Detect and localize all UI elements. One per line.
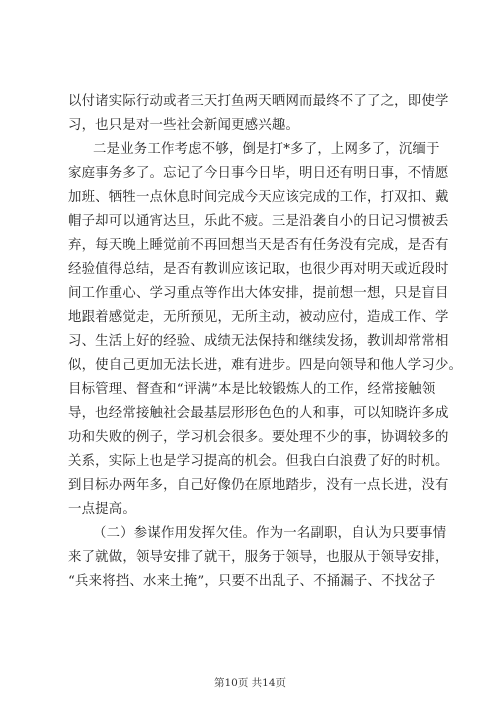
- text-line: 家庭事务多了。忘记了今日事今日毕，明日还有明日事，不情愿: [68, 166, 449, 181]
- text-line: （二）参谋作用发挥欠佳。作为一名副职，自认为只要事情: [93, 526, 447, 541]
- text-line: 一点提高。: [68, 502, 136, 517]
- page-footer: 第10页 共14页: [213, 677, 287, 689]
- text-line: 习、生活上好的经验、成绩无法保持和继续发扬，教训却常常相: [68, 334, 449, 349]
- text-line: 习，也只是对一些社会新闻更感兴趣。: [68, 118, 300, 133]
- text-line: 目标管理、督查和“评满”本是比较锻炼人的工作，经常接触领: [68, 382, 436, 397]
- text-line: 似，使自己更加无法长进，难有进步。四是向领导和他人学习少。: [68, 358, 463, 373]
- text-line: “兵来将挡、水来土掩”，只要不出乱子、不捅漏子、不找岔子: [68, 574, 436, 589]
- text-line: 来了就做，领导安排了就干，服务于领导，也服从于领导安排，: [68, 550, 449, 565]
- text-line: 帽子却可以通宵达旦，乐此不疲。三是沿袭自小的日记习惯被丢: [68, 214, 449, 229]
- text-line: 关系，实际上也是学习提高的机会。但我白白浪费了好的时机。: [68, 454, 449, 469]
- text-line: 功和失败的例子，学习机会很多。要处理不少的事，协调较多的: [68, 430, 449, 445]
- document-body: [68, 90, 463, 594]
- text-line: 弃，每天晚上睡觉前不再回想当天是否有任务没有完成，是否有: [68, 238, 449, 253]
- text-line: 以付诸实际行动或者三天打鱼两天晒网而最终不了了之，即使学: [68, 94, 449, 109]
- text-line: 二是业务工作考虑不够，倒是打*多了，上网多了，沉缅于: [93, 142, 440, 157]
- text-line: 加班、牺牲一点休息时间完成今天应该完成的工作，打双扣、戴: [68, 190, 449, 205]
- text-line: 到目标办两年多，自己好像仍在原地踏步，没有一点长进，没有: [68, 478, 449, 493]
- text-line: 地跟着感觉走，无所预见，无所主动，被动应付，造成工作、学: [68, 310, 449, 325]
- text-line: 导，也经常接触社会最基层形形色色的人和事，可以知晓许多成: [68, 406, 449, 421]
- text-line: 间工作重心、学习重点等作出大体安排，提前想一想，只是盲目: [68, 286, 449, 301]
- text-line: 经验值得总结，是否有教训应该记取，也很少再对明天或近段时: [68, 262, 449, 277]
